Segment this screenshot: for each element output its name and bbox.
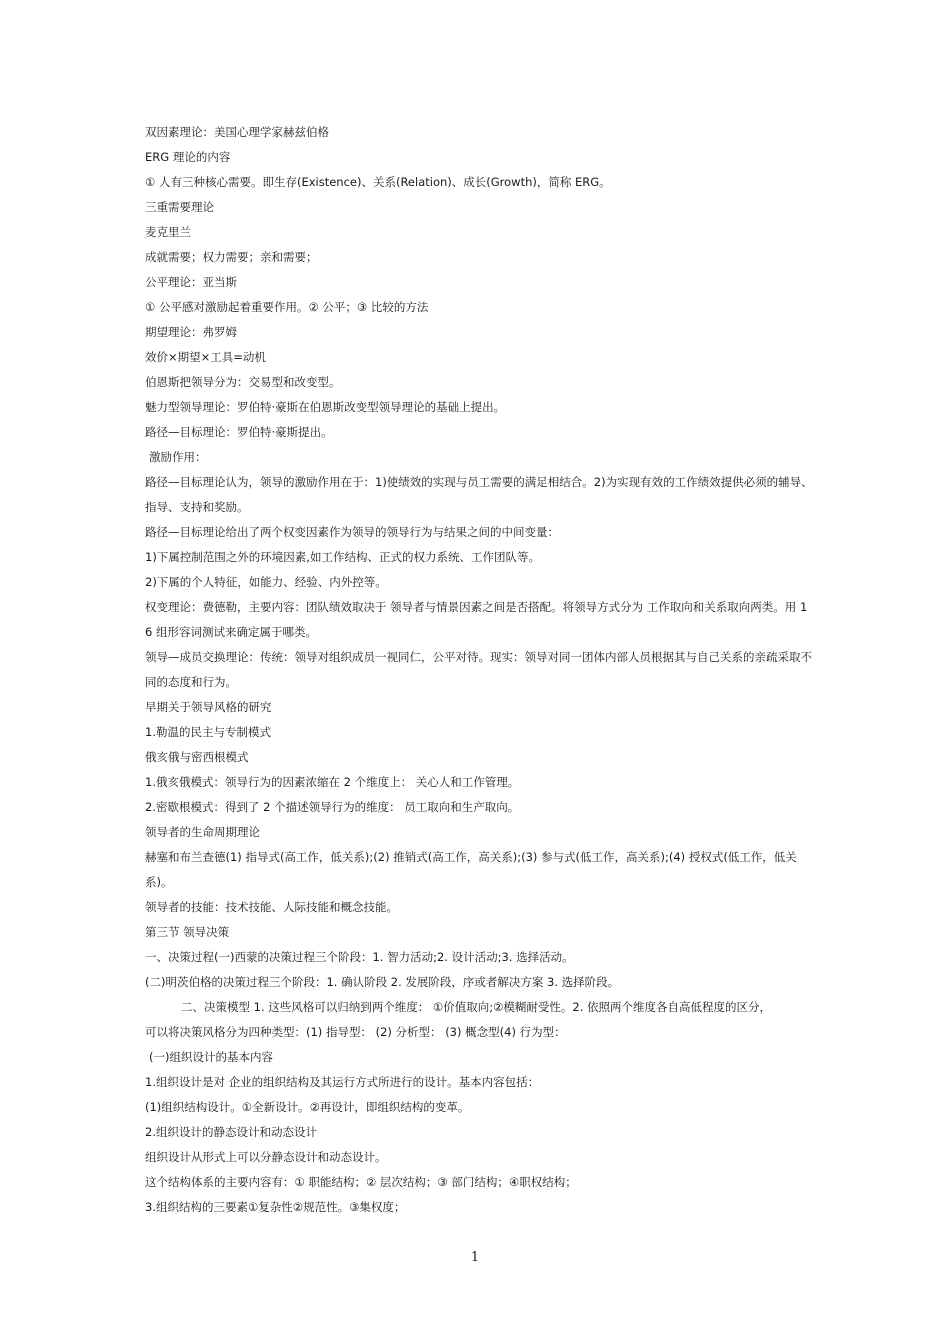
text-line: 这个结构体系的主要内容有：① 职能结构；② 层次结构；③ 部门结构；④职权结构； <box>145 1175 577 1189</box>
text-line: 领导者的技能：技术技能、人际技能和概念技能。 <box>145 900 398 914</box>
text-line: 1.勒温的民主与专制模式 <box>145 725 271 739</box>
text-line: 2)下属的个人特征，如能力、经验、内外控等。 <box>145 575 387 589</box>
text-line: 3.组织结构的三要素①复杂性②规范性。③集权度； <box>145 1200 406 1214</box>
text-line: 路径—目标理论：罗伯特·豪斯提出。 <box>145 425 333 439</box>
text-line: 二、决策模型 1. 这些风格可以归纳到两个维度： ①价值取向;②模糊耐受性。2. 依照两个维度各自高低程度的区分， <box>181 1000 772 1014</box>
text-line: 伯恩斯把领导分为：交易型和改变型。 <box>145 375 341 389</box>
text-line: 组织设计从形式上可以分静态设计和动态设计。 <box>145 1150 387 1164</box>
section-heading: 第三节 领导决策 <box>145 925 230 939</box>
text-line: 激励作用： <box>149 450 207 464</box>
page-content <box>145 120 813 1220</box>
text-line: 魅力型领导理论：罗伯特·豪斯在伯恩斯改变型领导理论的基础上提出。 <box>145 400 506 414</box>
text-line: 俄亥俄与密西根模式 <box>145 750 249 764</box>
page-number: 1 <box>470 1250 480 1265</box>
text-line: 三重需要理论 <box>145 200 214 214</box>
text-line: ① 人有三种核心需要。即生存(Existence)、关系(Relation)、成长(Growth)，简称 ERG。 <box>145 175 611 189</box>
text-line: 早期关于领导风格的研究 <box>145 700 272 714</box>
text-line: 2.密歇根模式：得到了 2 个描述领导行为的维度： 员工取向和生产取向。 <box>145 800 520 814</box>
text-line: 成就需要；权力需要；亲和需要； <box>145 250 318 264</box>
text-line: 1.组织设计是对 企业的组织结构及其运行方式所进行的设计。基本内容包括： <box>145 1075 540 1089</box>
text-line: 领导—成员交换理论：传统：领导对组织成员一视同仁，公平对待。现实：领导对同一团体内部人员根据其与自己关系的亲疏采取不同的态度和行为。 <box>145 650 812 689</box>
text-line: (1)组织结构设计。①全新设计。②再设计，即组织结构的变革。 <box>145 1100 470 1114</box>
text-line: (一)组织设计的基本内容 <box>149 1050 273 1064</box>
text-line: 1.俄亥俄模式：领导行为的因素浓缩在 2 个维度上： 关心人和工作管理。 <box>145 775 520 789</box>
text-line: 2.组织设计的静态设计和动态设计 <box>145 1125 317 1139</box>
text-line: 一、决策过程(一)西蒙的决策过程三个阶段：1. 智力活动;2. 设计活动;3. 选择活动。 <box>145 950 574 964</box>
text-line: 路径—目标理论给出了两个权变因素作为领导的领导行为与结果之间的中间变量： <box>145 525 559 539</box>
text-line: 双因素理论：美国心理学家赫兹伯格 <box>145 125 329 139</box>
text-line: 效价×期望×工具=动机 <box>145 350 266 364</box>
text-line: (二)明茨伯格的决策过程三个阶段：1. 确认阶段 2. 发展阶段，序或者解决方案 3. 选择阶段。 <box>145 975 620 989</box>
text-line: 1)下属控制范围之外的环境因素,如工作结构、正式的权力系统、工作团队等。 <box>145 550 540 564</box>
text-line: 领导者的生命周期理论 <box>145 825 260 839</box>
text-line: 路径—目标理论认为，领导的激励作用在于：1)使绩效的实现与员工需要的满足相结合。2)为实现有效的工作绩效提供必须的辅导、指导、支持和奖励。 <box>145 475 813 514</box>
text-line: 麦克里兰 <box>145 225 191 239</box>
text-line: 权变理论：费德勒，主要内容：团队绩效取决于 领导者与情景因素之间是否搭配。将领导方式分为 工作取向和关系取向两类。用 16 组形容词测试来确定属于哪类。 <box>145 600 808 639</box>
text-line: ERG 理论的内容 <box>145 150 231 164</box>
text-line: 赫塞和布兰查德(1) 指导式(高工作，低关系);(2) 推销式(高工作，高关系);(3) 参与式(低工作，高关系);(4) 授权式(低工作，低关系)。 <box>145 850 797 889</box>
text-line: ① 公平感对激励起着重要作用。② 公平；③ 比较的方法 <box>145 300 429 314</box>
text-line: 可以将决策风格分为四种类型：(1) 指导型： (2) 分析型： (3) 概念型(4) 行为型： <box>145 1025 566 1039</box>
text-line: 公平理论：亚当斯 <box>145 275 237 289</box>
text-line: 期望理论：弗罗姆 <box>145 325 237 339</box>
